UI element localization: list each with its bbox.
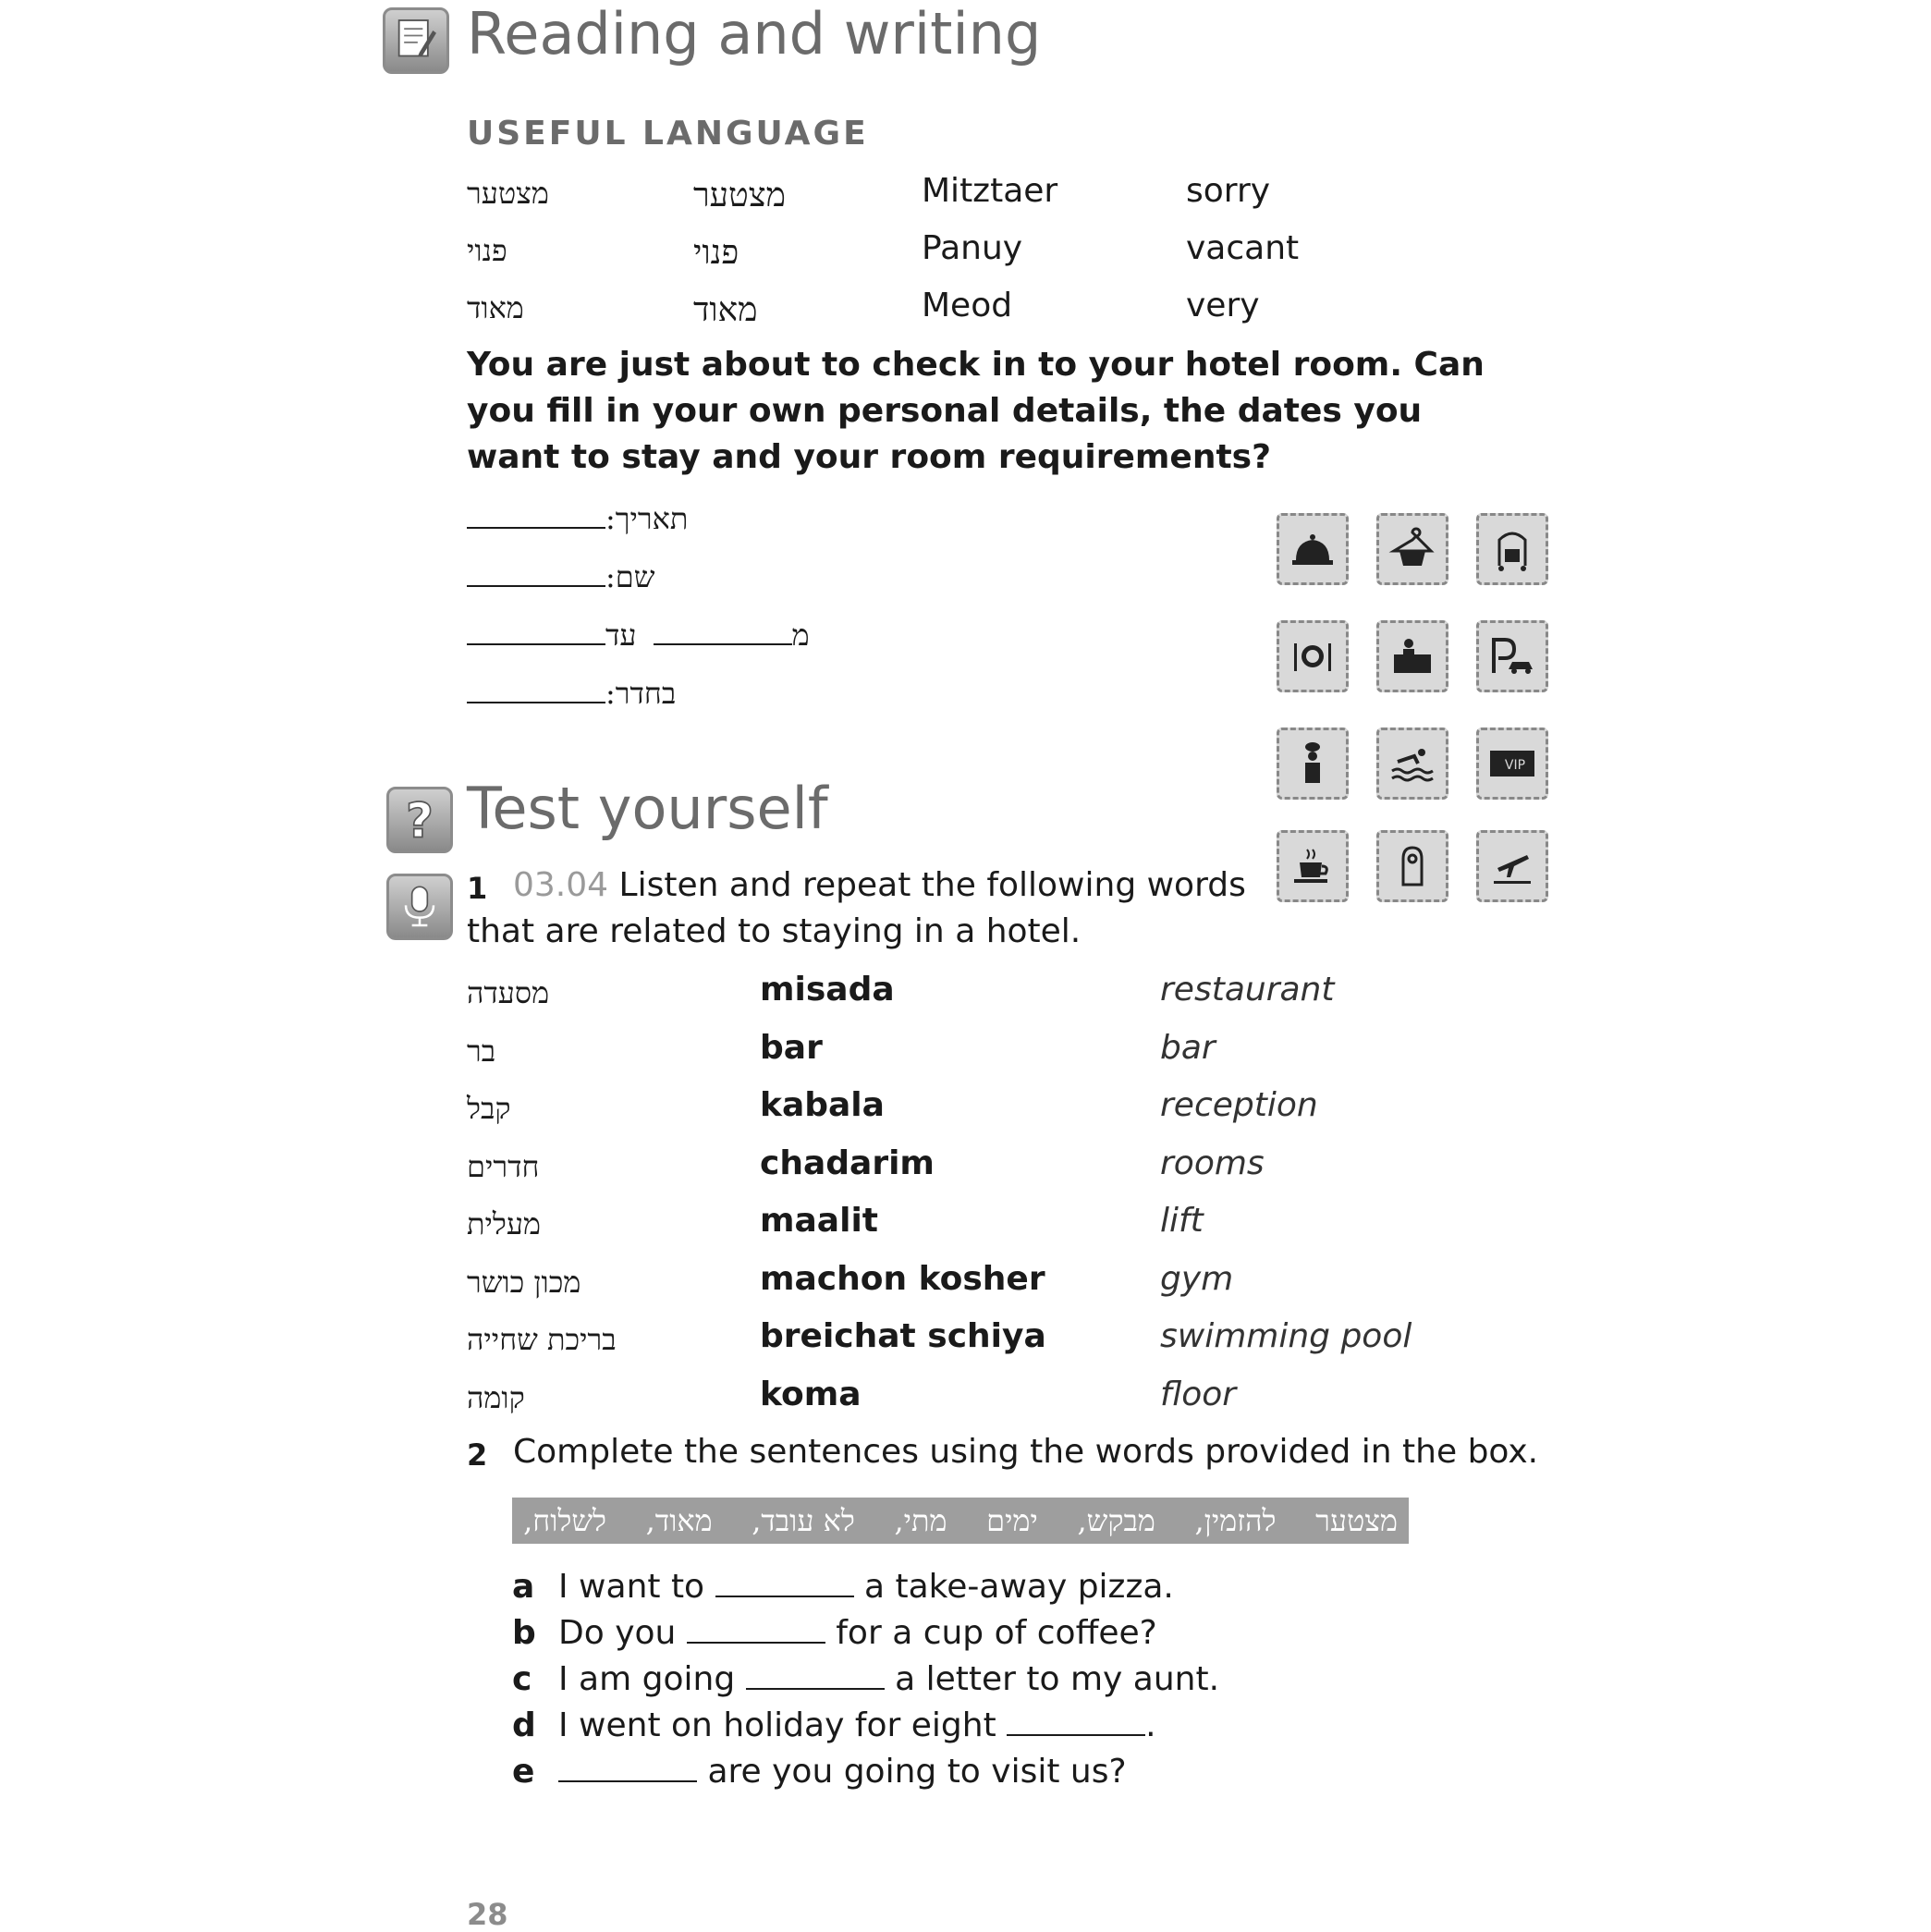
useful-heb-print: מצטער	[693, 177, 787, 214]
form-row-dates	[467, 616, 810, 653]
vocab-hebrew: בר	[467, 1033, 496, 1069]
to-blank[interactable]	[467, 616, 605, 645]
chef-icon	[1277, 728, 1349, 800]
answer-blank[interactable]	[687, 1616, 825, 1644]
box-word: מתי,	[894, 1503, 947, 1538]
useful-translit: Meod	[922, 287, 1013, 324]
luggage-trolley-icon	[1476, 513, 1548, 585]
room-label: בחדר:	[605, 676, 677, 711]
box-word: לשלוח,	[523, 1503, 606, 1538]
vocab-translit: breichat schiya	[760, 1317, 1046, 1355]
useful-heb-script: מצטער	[467, 176, 549, 211]
section-title-reading: Reading and writing	[467, 0, 1042, 67]
useful-heb-script: פנוי	[467, 233, 507, 268]
useful-english: vacant	[1186, 229, 1300, 267]
useful-translit: Panuy	[922, 229, 1023, 267]
useful-english: very	[1186, 287, 1260, 324]
vocab-english: floor	[1160, 1376, 1237, 1413]
date-blank[interactable]	[467, 499, 605, 529]
vocab-english: bar	[1160, 1029, 1216, 1067]
vocab-translit: chadarim	[760, 1144, 935, 1182]
box-word: ימים	[986, 1503, 1038, 1538]
microphone-icon	[386, 874, 453, 940]
question-icon	[386, 787, 453, 853]
vocab-hebrew: מסעדה	[467, 975, 550, 1010]
box-word: מבקש,	[1077, 1503, 1155, 1538]
useful-heb-script: מאוד	[467, 290, 524, 325]
reception-desk-icon	[1376, 620, 1448, 692]
svg-text:?: ?	[406, 793, 434, 848]
sentence-before: I went on holiday for eight	[558, 1706, 996, 1744]
sentence-letter: a	[512, 1568, 535, 1606]
instruction-text: You are just about to check in to your hotel room. Can you fill in your own personal details, the dates you want to stay and your room requirements?	[467, 346, 1485, 476]
vocab-hebrew: חדרים	[467, 1149, 540, 1184]
vocab-english: restaurant	[1160, 971, 1335, 1009]
coffee-cup-icon	[1277, 830, 1349, 902]
box-word: לא עובד,	[752, 1503, 855, 1538]
sentence-letter: b	[512, 1614, 536, 1652]
exercise-2-number: 2	[467, 1437, 488, 1473]
sentence-after: for a cup of coffee?	[836, 1614, 1157, 1652]
vocab-translit: kabala	[760, 1086, 885, 1124]
from-blank[interactable]	[654, 616, 792, 645]
sentence-b	[512, 1614, 1157, 1652]
name-blank[interactable]	[467, 557, 605, 587]
vocab-english: gym	[1160, 1260, 1234, 1298]
sentence-a	[512, 1568, 1174, 1606]
notepad-icon	[383, 7, 449, 74]
sentence-after: a take-away pizza.	[864, 1568, 1174, 1606]
vocab-hebrew: מעלית	[467, 1206, 541, 1241]
box-word: מאוד,	[645, 1503, 713, 1538]
vocab-hebrew: בריכת שחייה	[467, 1322, 617, 1357]
vocab-translit: machon kosher	[760, 1260, 1045, 1298]
useful-language-heading: USEFUL LANGUAGE	[467, 115, 869, 153]
vocab-hebrew: קבל	[467, 1091, 511, 1126]
box-word: מצטער	[1315, 1503, 1398, 1538]
exercise-1-number: 1	[467, 871, 488, 906]
page-number: 28	[467, 1897, 508, 1932]
useful-english: sorry	[1186, 172, 1271, 210]
useful-translit: Mitztaer	[922, 172, 1058, 210]
vip-label: VIP	[1504, 758, 1526, 773]
swimming-icon	[1376, 728, 1448, 800]
hanger-icon	[1376, 513, 1448, 585]
sentence-e	[512, 1753, 1127, 1791]
vocab-translit: maalit	[760, 1202, 878, 1240]
name-label: שם:	[605, 559, 655, 594]
form-row-name	[467, 557, 654, 594]
audio-track-code[interactable]: 03.04	[513, 866, 609, 904]
vocab-english: rooms	[1160, 1144, 1265, 1182]
answer-blank[interactable]	[1007, 1708, 1145, 1736]
room-blank[interactable]	[467, 674, 605, 703]
section-title-test: Test yourself	[467, 775, 828, 842]
sentence-before: I want to	[558, 1568, 705, 1606]
box-word: להזמין,	[1194, 1503, 1277, 1538]
sentence-letter: d	[512, 1706, 536, 1744]
sentence-letter: e	[512, 1753, 535, 1791]
date-label: תאריך:	[605, 501, 689, 536]
from-label: מ	[791, 618, 810, 653]
vocab-hebrew: מכון כושר	[467, 1265, 581, 1300]
sentence-letter: c	[512, 1660, 532, 1698]
vocab-english: reception	[1160, 1086, 1318, 1124]
sentence-d	[512, 1706, 1156, 1744]
vocab-english: swimming pool	[1160, 1317, 1412, 1355]
useful-heb-print: מאוד	[693, 291, 758, 329]
vocab-translit: misada	[760, 971, 895, 1009]
answer-blank[interactable]	[746, 1662, 885, 1690]
sentence-after: are you going to visit us?	[707, 1753, 1127, 1791]
answer-blank[interactable]	[558, 1755, 697, 1782]
sentence-c	[512, 1660, 1219, 1698]
pencil-paper-icon	[385, 10, 446, 71]
exercise-2-text: Complete the sentences using the words provided in the box.	[513, 1433, 1539, 1471]
answer-blank[interactable]	[715, 1570, 854, 1597]
sentence-before: I am going	[558, 1660, 736, 1698]
sentence-after: a letter to my aunt.	[895, 1660, 1220, 1698]
vocab-english: lift	[1160, 1202, 1204, 1240]
exercise-1-text: Listen and repeat the following words that are related to staying in a hotel.	[467, 866, 1246, 950]
vip-icon	[1476, 728, 1548, 800]
sentence-after: .	[1145, 1706, 1156, 1744]
form-row-date	[467, 499, 688, 536]
word-box	[512, 1498, 1409, 1544]
vocab-translit: koma	[760, 1376, 862, 1413]
airport-icon	[1476, 830, 1548, 902]
to-label: עד	[605, 618, 637, 653]
restaurant-icon	[1277, 620, 1349, 692]
parking-icon	[1476, 620, 1548, 692]
vocab-hebrew: קומה	[467, 1380, 525, 1415]
vocab-translit: bar	[760, 1029, 823, 1067]
sentence-before: Do you	[558, 1614, 677, 1652]
useful-heb-print: פנוי	[693, 234, 739, 272]
exercise-1-instruction	[467, 862, 1262, 955]
reception-bell-icon	[1277, 513, 1349, 585]
form-row-room	[467, 674, 676, 711]
door-hanger-icon	[1376, 830, 1448, 902]
